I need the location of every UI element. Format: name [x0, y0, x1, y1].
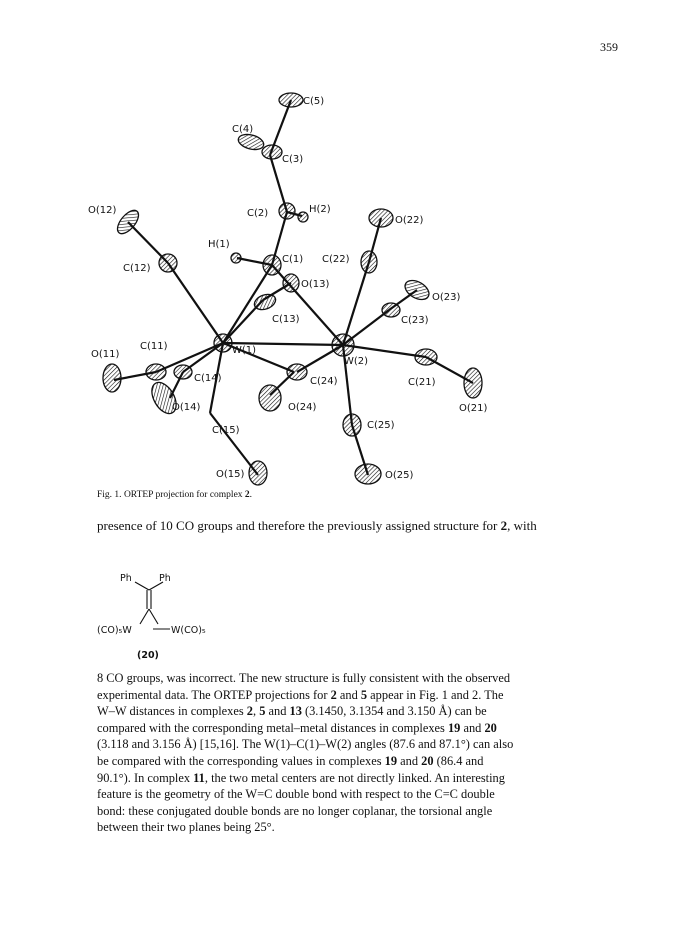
text-segment: experimental data. The ORTEP projections for [97, 687, 331, 702]
scheme-ph-right: Ph [159, 573, 171, 584]
compound-number: 5 [259, 704, 266, 719]
atom-c5 [279, 93, 303, 107]
caption-label: Fig. 1. [97, 490, 122, 500]
page-number: 359 [600, 40, 618, 54]
paragraph-2-line [97, 819, 605, 836]
label-o25: O(25) [385, 470, 414, 481]
atom-h1 [231, 253, 241, 263]
text-segment: and [336, 687, 361, 702]
atom-o25 [355, 464, 381, 484]
label-c25: C(25) [367, 420, 395, 431]
atom-c11 [146, 364, 166, 380]
label-c21: C(21) [408, 377, 436, 388]
atom-c21 [415, 349, 437, 365]
paragraph-1 [97, 518, 602, 534]
label-c11: C(11) [140, 341, 168, 352]
label-o14: O(14) [172, 402, 201, 413]
label-o22: O(22) [395, 215, 424, 226]
label-c15: C(15) [212, 425, 240, 436]
label-o13: O(13) [301, 279, 330, 290]
paragraph-2-line [97, 720, 605, 737]
paragraph-2-line [97, 736, 605, 753]
atoms [103, 93, 482, 485]
atom-c14 [174, 365, 192, 379]
atom-c2 [279, 203, 295, 219]
label-o15: O(15) [216, 469, 245, 480]
compound-number: 11 [193, 770, 205, 785]
text-segment: (3.118 and 3.156 Å) [15,16]. The W(1)–C(1)–W(2) angles (87.6 and 87.1°) can also [97, 737, 514, 752]
paragraph-2-line [97, 703, 605, 720]
label-c3: C(3) [282, 154, 304, 165]
caption-end: . [249, 490, 253, 500]
atom-o21 [464, 368, 482, 398]
compound-number: 20 [484, 720, 497, 735]
para1-text-a: presence of 10 CO groups and therefore the previously assigned structure for [97, 518, 501, 533]
compound-number: 2 [330, 687, 337, 702]
label-h1: H(1) [208, 239, 230, 250]
caption-compound: 2 [244, 490, 250, 500]
label-w2: W(2) [344, 356, 369, 367]
atom-c13 [252, 292, 277, 313]
scheme-label: (20) [137, 650, 159, 661]
text-segment: W–W distances in complexes [97, 704, 247, 719]
paragraph-2 [97, 670, 605, 836]
atom-o24 [259, 385, 281, 411]
text-segment: between their two planes being 25°. [97, 820, 275, 835]
text-segment: and [460, 720, 485, 735]
paragraph-2-line [97, 770, 605, 787]
label-o23: O(23) [432, 292, 461, 303]
label-c5: C(5) [303, 96, 325, 107]
para1-text-b: , with [507, 518, 537, 533]
atom-w1 [214, 334, 232, 352]
text-segment: compared with the corresponding metal–metal distances in complexes [97, 720, 448, 735]
atom-o11 [103, 364, 121, 392]
label-c4: C(4) [232, 124, 254, 135]
label-c1: C(1) [282, 254, 304, 265]
compound-number: 13 [289, 704, 302, 719]
atom-c12 [159, 254, 177, 272]
compound-number: 20 [421, 753, 434, 768]
label-c2: C(2) [247, 208, 269, 219]
scheme-right-group: W(CO)₅ [171, 625, 206, 636]
figure-caption [97, 490, 252, 500]
paragraph-2-line [97, 670, 605, 687]
text-segment: appear in Fig. 1 and 2. The [367, 687, 504, 702]
atom-w2 [332, 334, 354, 356]
label-c24: C(24) [310, 376, 338, 387]
atom-c24 [287, 364, 307, 380]
label-c23: C(23) [401, 315, 429, 326]
label-h2: H(2) [309, 204, 331, 215]
paragraph-2-line [97, 753, 605, 770]
text-segment: (86.4 and [433, 753, 484, 768]
label-c12: C(12) [123, 263, 151, 274]
text-segment: , [253, 704, 260, 719]
caption-text: ORTEP projection for complex [123, 490, 243, 500]
label-o12: O(12) [88, 205, 117, 216]
label-w1: W(1) [232, 345, 257, 356]
text-segment: and [265, 704, 290, 719]
atom-o13 [283, 274, 299, 292]
text-segment: be compared with the corresponding values in complexes [97, 753, 385, 768]
label-c22: C(22) [322, 254, 350, 265]
label-o24: O(24) [288, 402, 317, 413]
label-c14: C(14) [194, 373, 222, 384]
text-segment: , the two metal centers are not directly linked. An interesting [204, 770, 505, 785]
scheme-ph-left: Ph [120, 573, 132, 584]
compound-number: 5 [360, 687, 368, 702]
atom-c22 [361, 251, 377, 273]
para1-bold: 2 [500, 518, 508, 533]
label-o11: O(11) [91, 349, 120, 360]
atom-o15 [249, 461, 267, 485]
text-segment: feature is the geometry of the W=C double bond with respect to the C=C double [97, 787, 495, 802]
atom-o23 [402, 277, 433, 304]
text-segment: 90.1°). In complex [97, 770, 194, 785]
label-c13: C(13) [272, 314, 300, 325]
atom-c25 [343, 414, 361, 436]
compound-number: 2 [246, 704, 253, 719]
text-segment: (3.1450, 3.1354 and 3.150 Å) can be [301, 704, 487, 719]
atom-h2 [298, 212, 308, 222]
paragraph-2-line [97, 803, 605, 820]
atom-c1 [263, 255, 281, 275]
paragraph-2-line [97, 687, 605, 704]
text-segment: bond: these conjugated double bonds are no longer coplanar, the torsional angle [97, 803, 493, 818]
text-segment: 8 CO groups, was incorrect. The new structure is fully consistent with the observed [97, 671, 511, 685]
text-segment: and [397, 753, 422, 768]
atom-o22 [369, 209, 393, 227]
scheme-left-group: (CO)₅W [97, 625, 132, 636]
compound-number: 19 [447, 720, 461, 735]
label-o21: O(21) [459, 403, 488, 414]
atom-c3 [262, 145, 282, 159]
scheme-20 [97, 565, 297, 665]
compound-number: 19 [384, 753, 398, 768]
atom-c23 [382, 303, 400, 317]
paragraph-2-line [97, 786, 605, 803]
